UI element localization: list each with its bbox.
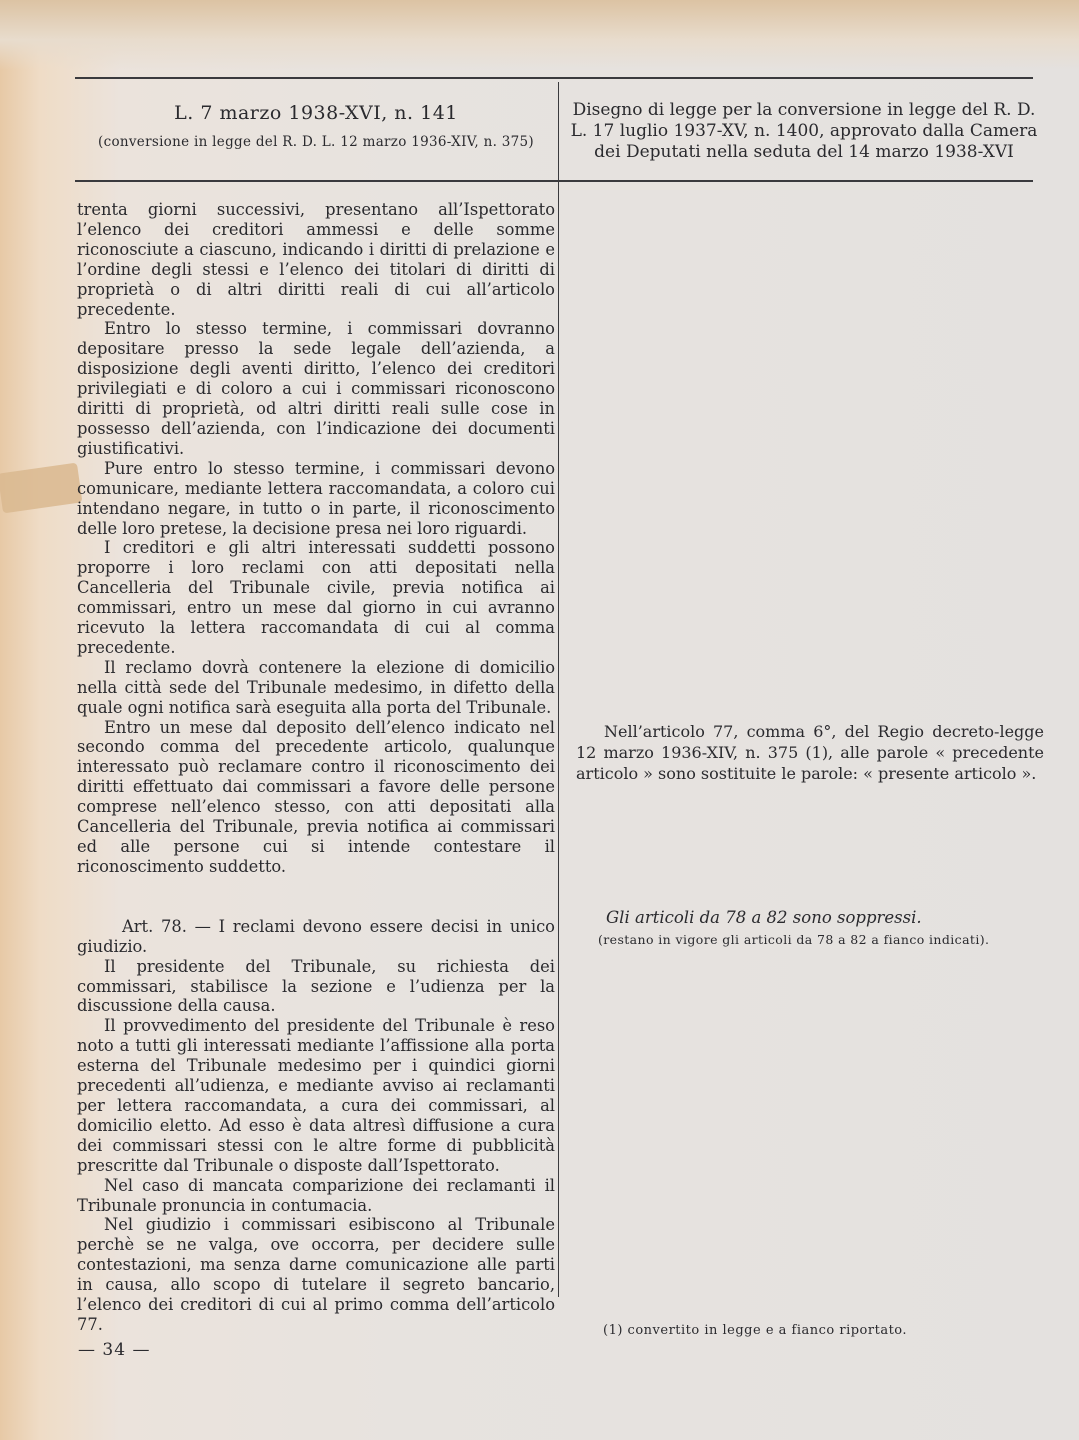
law-subtitle: (conversione in legge del R. D. L. 12 marzo 1936-XIV, n. 375) (98, 134, 534, 150)
left-column (77, 200, 555, 1335)
paragraph: trenta giorni successivi, presentano all’Ispettorato l’elenco dei creditori ammessi e delle somme riconosciute a ciascuno, indicando i diritti di prelazione e l’ordine degli stessi e l’elenco dei titolari di diritti di proprietà o di altri diritti reali di cui all’articolo precedente. (77, 200, 555, 319)
column-divider (558, 82, 559, 1297)
note-suppressed: Gli articoli da 78 a 82 sono soppressi. (606, 908, 922, 927)
page-number: — 34 — (78, 1340, 151, 1360)
header-bottom-rule (75, 180, 1033, 182)
page-top-discoloration (0, 0, 1079, 70)
header-top-rule (75, 77, 1033, 79)
paragraph: Nel giudizio i commissari esibiscono al Tribunale perchè se ne valga, ove occorra, per decidere sulle contestazioni, ma senza darne comunicazione alle parti in causa, allo scopo di tutelare il segreto bancario, l’elenco dei creditori di cui al primo comma dell’articolo 77. (77, 1215, 555, 1334)
paragraph: Entro un mese dal deposito dell’elenco indicato nel secondo comma del precedente articolo, qualunque interessato può reclamare contro il riconoscimento dei diritti effettuato dai commissari a favore delle persone comprese nell’elenco stesso, con atti depositati alla Cancelleria del Tribunale, previa notifica ai commissari ed alle persone cui si intende contestare il riconoscimento suddetto. (77, 717, 555, 876)
paragraph: Il reclamo dovrà contenere la elezione di domicilio nella città sede del Tribunale medesimo, in difetto della quale ogni notifica sarà eseguita alla porta del Tribunale. (77, 657, 555, 717)
note-article-77: Nell’articolo 77, comma 6°, del Regio decreto-legge 12 marzo 1936-XIV, n. 375 (1), alle parole « precedente articolo » sono sostituite le parole: « presente articolo ». (576, 722, 1044, 783)
paragraph: I creditori e gli altri interessati suddetti possono proporre i loro reclami con atti depositati nella Cancelleria del Tribunale civile, previa notifica ai commissari, entro un mese dal giorno in cui avranno ricevuto la lettera raccomandata di cui al comma precedente. (77, 538, 555, 657)
law-title: L. 7 marzo 1938-XVI, n. 141 (174, 102, 458, 124)
header-left (75, 102, 557, 150)
article-78-heading-paragraph: Art. 78. — I reclami devono essere decisi in unico giudizio. (77, 916, 555, 956)
paragraph: Nel caso di mancata comparizione dei reclamanti il Tribunale pronuncia in contumacia. (77, 1175, 555, 1215)
footnote: (1) convertito in legge e a fianco riportato. (603, 1323, 908, 1338)
header-right: Disegno di legge per la conversione in legge del R. D. L. 17 luglio 1937-XV, n. 1400, approvato dalla Camera dei Deputati nella seduta del 14 marzo 1938-XVI (570, 100, 1038, 162)
paragraph: Il presidente del Tribunale, su richiesta dei commissari, stabilisce la sezione e l’udienza per la discussione della causa. (77, 956, 555, 1016)
paragraph: Pure entro lo stesso termine, i commissari devono comunicare, mediante lettera raccomandata, a coloro cui intendano negare, in tutto o in parte, il riconoscimento delle loro pretese, la decisione presa nei loro riguardi. (77, 458, 555, 538)
paragraph: Il provvedimento del presidente del Tribunale è reso noto a tutti gli interessati mediante l’affissione alla porta esterna del Tribunale medesimo per i quindici giorni precedenti all’udienza, e mediante avviso ai reclamanti per lettera raccomandata, a cura dei commissari, al domicilio eletto. Ad esso è data altresì diffusione a cura dei commissari stessi con le altre forme di pubblicità prescritte dal Tribunale o disposte dall’Ispettorato. (77, 1016, 555, 1175)
paragraph: Entro lo stesso termine, i commissari dovranno depositare presso la sede legale dell’azienda, a disposizione degli aventi diritto, l’elenco dei creditori privilegiati e di coloro a cui i commissari riconoscono diritti di proprietà, od altri diritti reali sulle cose in possesso dell’azienda, con l’indicazione dei documenti giustificativi. (77, 319, 555, 458)
note-suppressed-sub: (restano in vigore gli articoli da 78 a 82 a fianco indicati). (598, 932, 990, 947)
